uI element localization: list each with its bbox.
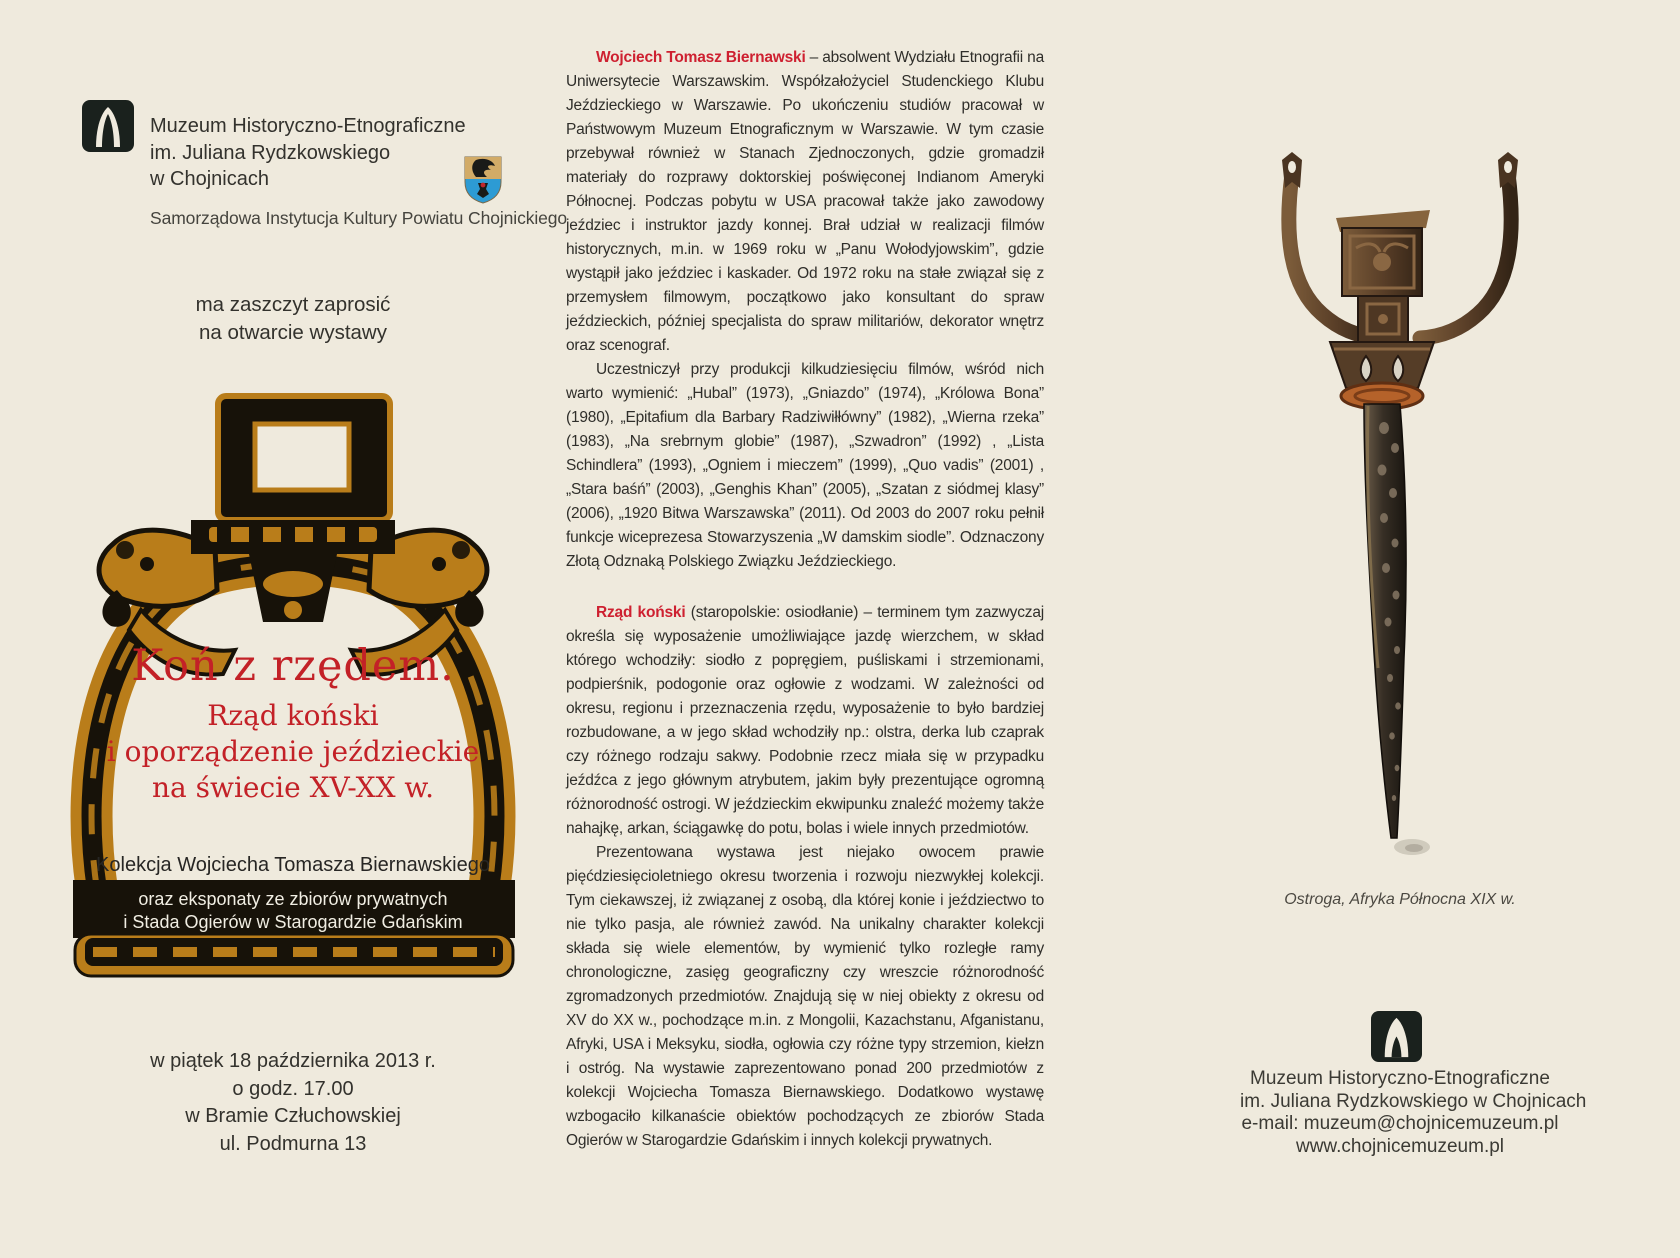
collection-credit: Kolekcja Wojciecha Tomasza Biernawskiego bbox=[96, 854, 490, 876]
spur-central-block bbox=[1336, 210, 1430, 342]
bio-text: – absolwent Wydziału Etnografii na Uniwersytecie Warszawskim. Współzałożyciel Studenckiego Klubu Jeździeckiego w Warszawie. Po ukończeniu studiów pracował w Państwowym Muzeum Etnograficznym w Warszawie. W tym czasie przebywał również w Stanach Zjednoczonych, gdzie gromadził materiały do rozprawy doktorskiej poświęconej Indianom Ameryki Północnej. Podczas pobytu w USA pracował także jako zawodowy jeździec i instruktor jazdy konnej. Brał udział w realizacji filmów historycznych, m.in. w 1969 roku w „Panu Wołodyjowskim”, gdzie wystąpił jako jeździec i kaskader. Od 1972 roku na stałe związał się z przemysłem filmowym, początkowo jako konsultant do spraw jeździeckich, później specjalista do spraw militariów, dekorator wnętrz oraz scenograf. bbox=[566, 49, 1044, 354]
invitation-line1: ma zaszczyt zaprosić bbox=[195, 293, 391, 316]
exhibition-title-line4: na świecie XV-XX w. bbox=[152, 771, 434, 804]
exhibits-band-line1: oraz eksponaty ze zbiorów prywatnych bbox=[138, 889, 448, 909]
exhibition-title-line3: i oporządzenie jeździeckie bbox=[106, 735, 480, 768]
bio-lead-name: Wojciech Tomasz Biernawski bbox=[596, 49, 806, 66]
exhibition-title bbox=[63, 642, 523, 806]
spur-photo bbox=[1240, 148, 1560, 860]
main-text-column bbox=[566, 46, 1044, 1153]
museum-subtitle: Samorządowa Instytucja Kultury Powiatu Chojnickiego bbox=[150, 208, 568, 228]
tack-lead-term: Rząd koński bbox=[596, 604, 686, 621]
exhibition-title-line2: Rząd koński bbox=[207, 699, 379, 732]
contact-email: e-mail: muzeum@chojnicemuzeum.pl bbox=[1241, 1113, 1559, 1134]
museum-arch-logo-icon bbox=[82, 100, 134, 152]
footer-museum-arch-logo-icon bbox=[1371, 1011, 1422, 1062]
contact-museum-patron: im. Juliana Rydzkowskiego w Chojnicach bbox=[1240, 1090, 1587, 1112]
event-details bbox=[63, 1048, 523, 1158]
museum-name-line3: w Chojnicach bbox=[150, 168, 269, 190]
exhibition-title-line1: Koń z rzędem. bbox=[131, 641, 455, 691]
museum-name-line1: Muzeum Historyczno-Etnograficzne bbox=[150, 115, 466, 137]
exhibition-paragraph: Prezentowana wystawa jest niejako owocem prawie pięćdziesięcioletniego okresu tworzenia i rozwoju niezwykłej kolekcji. Tym ciekawszej, iż związanej z osobą, dla której konie i jeździectwo to nie tylko pasja, ale również zawód. Na unikalny charakter kolekcji składa się wiele elementów, by wymienić tylko rozległe ramy chronologiczne, zasięg geograficzny czy wreszcie różnorodność zgromadzonych przedmiotów. Znajdują się w niej obiekty z okresu od XV do XX w., pochodzące m.in. z Mongolii, Kazachstanu, Afganistanu, Afryki, USA i Meksyku, siodła, ogłowia czy różne typy strzemion, kiełzn i ostróg. Na wystawie zaprezentowano ponad 200 przedmiotów z kolekcji Wojciecha Tomasza Biernawskiego. Dodatkowo wystawę wzbogaciło kilkanaście obiektów pochodzących ze zbiorów Stada Ogierów w Starogardzie Gdańskim i innych kolekcji prywatnych. bbox=[566, 844, 1044, 1149]
stirrup-base-bar bbox=[75, 934, 513, 976]
invitation-line2: na otwarcie wystawy bbox=[199, 321, 387, 344]
museum-name bbox=[150, 113, 466, 193]
event-place: w Bramie Człuchowskiej bbox=[185, 1105, 401, 1127]
spur-shadow-core bbox=[1405, 844, 1423, 852]
event-time: o godz. 17.00 bbox=[232, 1077, 354, 1100]
contact-museum-name: Muzeum Historyczno-Etnograficzne bbox=[1250, 1068, 1550, 1089]
photo-caption: Ostroga, Afryka Północna XIX w. bbox=[1284, 891, 1516, 908]
invitation-text bbox=[63, 291, 523, 347]
spur-collar bbox=[1330, 342, 1434, 388]
contact-website: www.chojnicemuzeum.pl bbox=[1295, 1135, 1505, 1157]
exhibits-band-text bbox=[73, 888, 513, 934]
event-address: ul. Podmurna 13 bbox=[219, 1132, 367, 1155]
contact-block bbox=[1240, 1068, 1587, 1158]
museum-name-line2: im. Juliana Rydzkowskiego bbox=[150, 141, 391, 164]
bio-paragraph bbox=[566, 46, 1044, 358]
chojnice-county-coat-of-arms-icon bbox=[464, 156, 502, 204]
spur-spike bbox=[1364, 404, 1406, 838]
event-date: w piątek 18 października 2013 r. bbox=[150, 1050, 436, 1072]
tack-paragraph bbox=[566, 601, 1044, 841]
tack-text: (staropolskie: osiodłanie) – terminem tym zazwyczaj określa się wyposażenie umożliwiające jazdę wierzchem, w skład którego wchodziły: siodło z popręgiem, puśliskami i strzemionami, podpierśnik, podogonie oraz ogłowie z wodzami. W zależności od okresu, regionu i przeznaczenia rzędu, wyposażenie to było bardziej rozbudowane, a w jego skład wchodziły np.: olstra, derka lub czaprak czy różnego rodzaju sakwy. Podobnie rzecz miała się w przypadku jeźdźca z jego głównym atrybutem, jakim były prezentujące ogromną różnorodność ostrogi. W jeździeckim ekwipunku znaleźć możemy także nahajkę, arkan, ściągawkę do potu, bolas i wiele innych przedmiotów. bbox=[566, 604, 1044, 837]
films-paragraph: Uczestniczył przy produkcji kilkudziesięciu filmów, wśród nich warto wymienić: „Hubal” (1973), „Gniazdo” (1974), „Królowa Bona” (1980), „Epitafium dla Barbary Radziwiłłówny” (1982), „Wierna rzeka” (1983), „Na srebrnym globie” (1987), „Szwadron” (1992) , „Lista Schindlera” (1993), „Ogniem i mieczem” (1999), „Quo vadis” (2001) , „Stara baśń” (2003), „Genghis Khan” (2005), „Szatan z siódmej klasy” (2006), „1920 Bitwa Warszawska” (2011). Od 2003 do 2007 roku pełnił funkcje wiceprezesa Stowarzyszenia „W damskim siodle”. Odznaczony Złotą Odznaką Polskiego Związku Jeździeckiego. bbox=[566, 361, 1044, 570]
exhibits-band-line2: i Stada Ogierów w Starogardzie Gdańskim bbox=[123, 912, 463, 932]
